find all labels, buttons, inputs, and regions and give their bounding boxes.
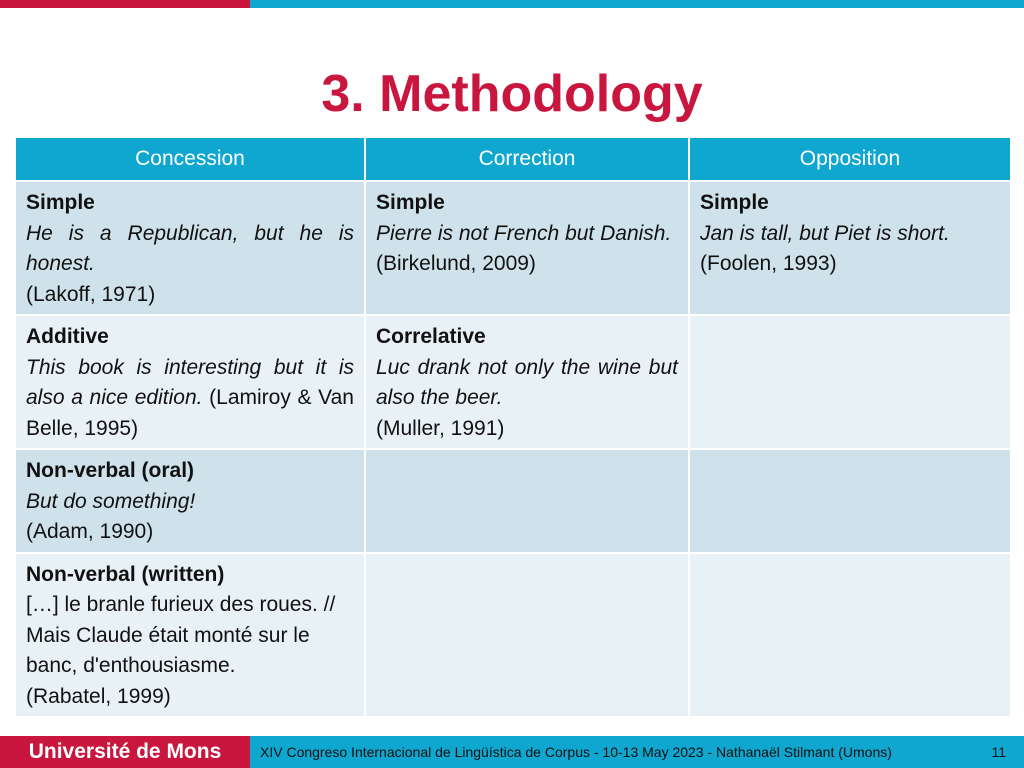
cell-reference: (Lamiroy & Van Belle, 1995)	[26, 386, 354, 440]
cell-reference: (Birkelund, 2009)	[376, 252, 536, 275]
cell-label: Non-verbal (oral)	[26, 459, 195, 482]
cell-label: Correlative	[376, 325, 486, 348]
table-cell	[15, 449, 365, 553]
cell-example: Pierre is not French but Danish.	[376, 221, 672, 245]
column-header-opposition: Opposition	[689, 137, 1011, 181]
cell-reference: (Lakoff, 1971)	[26, 282, 156, 306]
table-cell-empty	[689, 553, 1011, 718]
cell-label: Non-verbal (written)	[26, 562, 225, 586]
footer-institution: Université de Mons	[0, 736, 250, 768]
table-cell	[365, 181, 689, 315]
table-row	[15, 449, 1011, 553]
table-cell-empty	[689, 449, 1011, 553]
cell-example: Luc drank not only the wine but also the beer.	[376, 355, 678, 409]
cell-reference: (Adam, 1990)	[26, 520, 154, 543]
table-cell	[15, 315, 365, 449]
table-cell	[365, 315, 689, 449]
table-row	[15, 181, 1011, 315]
cell-label: Simple	[700, 191, 769, 214]
table-cell	[689, 181, 1011, 315]
cell-label: Simple	[376, 191, 445, 214]
table-cell-empty	[365, 553, 689, 718]
cell-reference: (Muller, 1991)	[376, 416, 505, 440]
column-header-correction: Correction	[365, 137, 689, 181]
cell-example: He is a Republican, but he is honest.	[26, 221, 354, 275]
cell-reference: (Foolen, 1993)	[700, 252, 837, 275]
table-cell-empty	[689, 315, 1011, 449]
cell-example: This book is interesting but it is also a nice edition.	[26, 355, 354, 409]
cell-reference: (Rabatel, 1999)	[26, 684, 171, 708]
cell-label: Simple	[26, 191, 95, 214]
slide-title: 3. Methodology	[321, 65, 703, 123]
table-cell	[15, 553, 365, 718]
cell-text: […] le branle furieux des roues. // Mais Claude était monté sur le banc, d'enthousiasme.	[26, 593, 336, 677]
footer-conference-text: XIV Congreso Internacional de Lingüística de Corpus - 10-13 May 2023 - Nathanaël Stilmant (Umons)	[260, 744, 892, 760]
table-cell	[15, 181, 365, 315]
table-row	[15, 315, 1011, 449]
table-row	[15, 553, 1011, 718]
top-accent-bar-blue	[250, 0, 1024, 8]
cell-label: Additive	[26, 325, 109, 348]
top-accent-bar-red	[0, 0, 250, 8]
table-header-row	[15, 137, 1011, 181]
methodology-table	[14, 136, 1012, 718]
cell-example: Jan is tall, but Piet is short.	[700, 221, 950, 245]
cell-example: But do something!	[26, 489, 196, 513]
footer-bar	[250, 736, 1024, 768]
table-cell-empty	[365, 449, 689, 553]
column-header-concession: Concession	[15, 137, 365, 181]
page-number: 11	[991, 744, 1006, 760]
